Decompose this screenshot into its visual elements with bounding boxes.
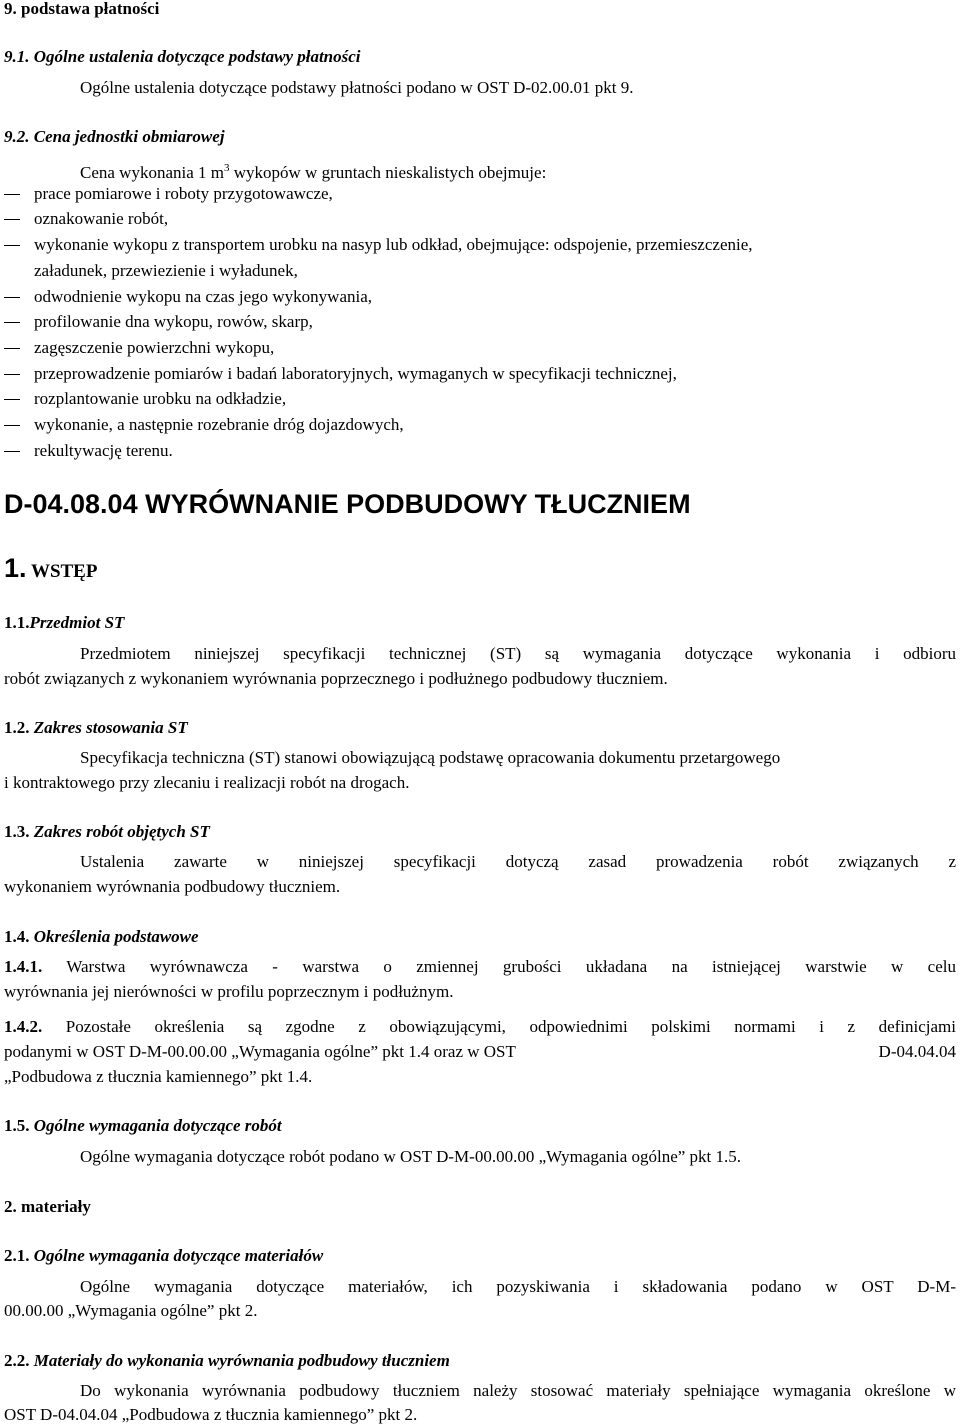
section-9-title: 9. podstawa płatności xyxy=(4,0,160,18)
section-1-3-line-1: Ustalenia zawarte w niniejszej specyfikacji dotyczą zasad prowadzenia robót związanych z xyxy=(80,852,956,871)
section-2-2-line-2: OST D-04.04.04 „Podbudowa z tłucznia kamiennego” pkt 2. xyxy=(4,1405,418,1424)
list-item: rekultywację terenu. xyxy=(34,441,173,460)
section-1-4-2-line-2a: podanymi w OST D-M-00.00.00 „Wymagania ogólne” pkt 1.4 oraz w OST xyxy=(4,1042,516,1061)
section-2-title: 2. materiały xyxy=(4,1197,91,1216)
list-item-continuation: załadunek, przewiezienie i wyładunek, xyxy=(34,261,298,280)
section-1-1-line-1: Przedmiotem niniejszej specyfikacji technicznej (ST) są wymagania dotyczące wykonania i odbioru xyxy=(80,644,956,663)
list-item: oznakowanie robót, xyxy=(34,209,169,228)
list-item: zagęszczenie powierzchni wykopu, xyxy=(34,338,275,357)
dash-bullet-icon xyxy=(4,322,20,323)
section-9-2-intro xyxy=(80,157,546,184)
section-1-4-1-line-2: wyrównania jej nierówności w profilu poprzecznym i podłużnym. xyxy=(4,982,454,1001)
section-1-5-title: Ogólne wymagania dotyczące robót xyxy=(33,1116,282,1135)
list-item: profilowanie dna wykopu, rowów, skarp, xyxy=(34,312,313,331)
section-9-1-text: Ogólne ustalenia dotyczące podstawy płatności podano w OST D-02.00.01 pkt 9. xyxy=(80,78,634,97)
dash-bullet-icon xyxy=(4,348,20,349)
section-1-4-2-number: 1.4.2. xyxy=(4,1017,43,1036)
section-2-2-title: Materiały do wykonania wyrównania podbudowy tłuczniem xyxy=(33,1351,450,1370)
dash-bullet-icon xyxy=(4,374,20,375)
dash-bullet-icon xyxy=(4,297,20,298)
list-item: prace pomiarowe i roboty przygotowawcze, xyxy=(34,184,333,203)
section-1-1-heading xyxy=(4,612,124,634)
section-2-1-number: 2.1. xyxy=(4,1246,30,1265)
section-2-2-line-1: Do wykonania wyrównania podbudowy tłuczniem należy stosować materiały spełniające wymagania określone w xyxy=(80,1381,956,1400)
section-1-4-number: 1.4. xyxy=(4,927,30,946)
section-1-2-title: Zakres stosowania ST xyxy=(33,718,188,737)
list-item: odwodnienie wykopu na czas jego wykonywania, xyxy=(34,287,373,306)
list-item: wykonanie wykopu z transportem urobku na nasyp lub odkład, obejmujące: odspojenie, przemieszczenie, xyxy=(34,235,753,254)
section-9-1-number: 9.1. xyxy=(4,47,30,66)
section-1-4-2-text: Pozostałe określenia są zgodne z obowiązującymi, odpowiednimi polskimi normami i z definicjami xyxy=(65,1017,956,1036)
list-item: rozplantowanie urobku na odkładzie, xyxy=(34,389,287,408)
list-item: przeprowadzenie pomiarów i badań laboratoryjnych, wymaganych w specyfikacji technicznej, xyxy=(34,364,677,383)
section-1-title: WSTĘP xyxy=(26,561,98,582)
section-1-5-heading xyxy=(4,1115,282,1137)
dash-bullet-icon xyxy=(4,425,20,426)
section-2-1-title: Ogólne wymagania dotyczące materiałów xyxy=(33,1246,324,1265)
section-1-number: 1. xyxy=(4,553,27,583)
section-1-3-title: Zakres robót objętych ST xyxy=(33,822,210,841)
section-1-2-line-1: Specyfikacja techniczna (ST) stanowi obowiązującą podstawę opracowania dokumentu przetargowego xyxy=(80,748,781,767)
section-1-2-number: 1.2. xyxy=(4,718,30,737)
section-2-1-line-1: Ogólne wymagania dotyczące materiałów, ich pozyskiwania i składowania podano w OST D-M- xyxy=(80,1277,956,1296)
intro-text-b: wykopów w gruntach nieskalistych obejmuje: xyxy=(229,163,547,182)
section-1-4-title: Określenia podstawowe xyxy=(33,927,199,946)
section-2-2-number: 2.2. xyxy=(4,1351,30,1370)
section-1-4-heading xyxy=(4,926,199,948)
section-1-5-number: 1.5. xyxy=(4,1116,30,1135)
section-1-4-2-line-3: „Podbudowa z tłucznia kamiennego” pkt 1.4. xyxy=(4,1067,313,1086)
section-2-1-line-2: 00.00.00 „Wymagania ogólne” pkt 2. xyxy=(4,1301,258,1320)
section-1-1-line-2: robót związanych z wykonaniem wyrównania poprzecznego i podłużnego podbudowy tłuczniem. xyxy=(4,669,668,688)
intro-superscript: 3 xyxy=(224,162,230,174)
section-1-2-line-2: i kontraktowego przy zlecaniu i realizacji robót na drogach. xyxy=(4,773,410,792)
section-1-4-2-line-2b: D-04.04.04 xyxy=(878,1042,956,1061)
section-1-3-heading xyxy=(4,821,210,843)
section-9-2-title: Cena jednostki obmiarowej xyxy=(33,127,225,146)
list-item: wykonanie, a następnie rozebranie dróg dojazdowych, xyxy=(34,415,404,434)
intro-text-a: Cena wykonania 1 m xyxy=(80,163,224,182)
section-9-2-heading xyxy=(4,126,225,148)
dash-bullet-icon xyxy=(4,451,20,452)
section-1-4-2-line-1 xyxy=(4,1016,956,1038)
section-9-1-heading xyxy=(4,46,361,68)
section-1-4-1-line-1 xyxy=(4,956,956,978)
document-title: D-04.08.04 WYRÓWNANIE PODBUDOWY TŁUCZNIEM xyxy=(4,489,691,519)
section-1-3-number: 1.3. xyxy=(4,822,30,841)
section-1-2-heading xyxy=(4,717,188,739)
section-1-heading xyxy=(4,552,97,588)
section-1-3-line-2: wykonaniem wyrównania podbudowy tłuczniem. xyxy=(4,877,341,896)
section-2-2-heading xyxy=(4,1350,450,1372)
dash-bullet-icon xyxy=(4,194,20,195)
section-1-1-number: 1.1. xyxy=(4,613,30,632)
section-1-1-title: Przedmiot ST xyxy=(29,613,125,632)
dash-bullet-icon xyxy=(4,245,20,246)
section-1-4-1-text: Warstwa wyrównawcza - warstwa o zmiennej grubości układana na istniejącej warstwie w celu xyxy=(66,957,956,976)
dash-bullet-icon xyxy=(4,399,20,400)
section-2-1-heading xyxy=(4,1245,323,1267)
section-9-2-number: 9.2. xyxy=(4,127,30,146)
section-9-1-title: Ogólne ustalenia dotyczące podstawy płatności xyxy=(33,47,361,66)
section-1-5-text: Ogólne wymagania dotyczące robót podano w OST D-M-00.00.00 „Wymagania ogólne” pkt 1.5. xyxy=(80,1147,742,1166)
dash-bullet-icon xyxy=(4,219,20,220)
section-1-4-1-number: 1.4.1. xyxy=(4,957,43,976)
